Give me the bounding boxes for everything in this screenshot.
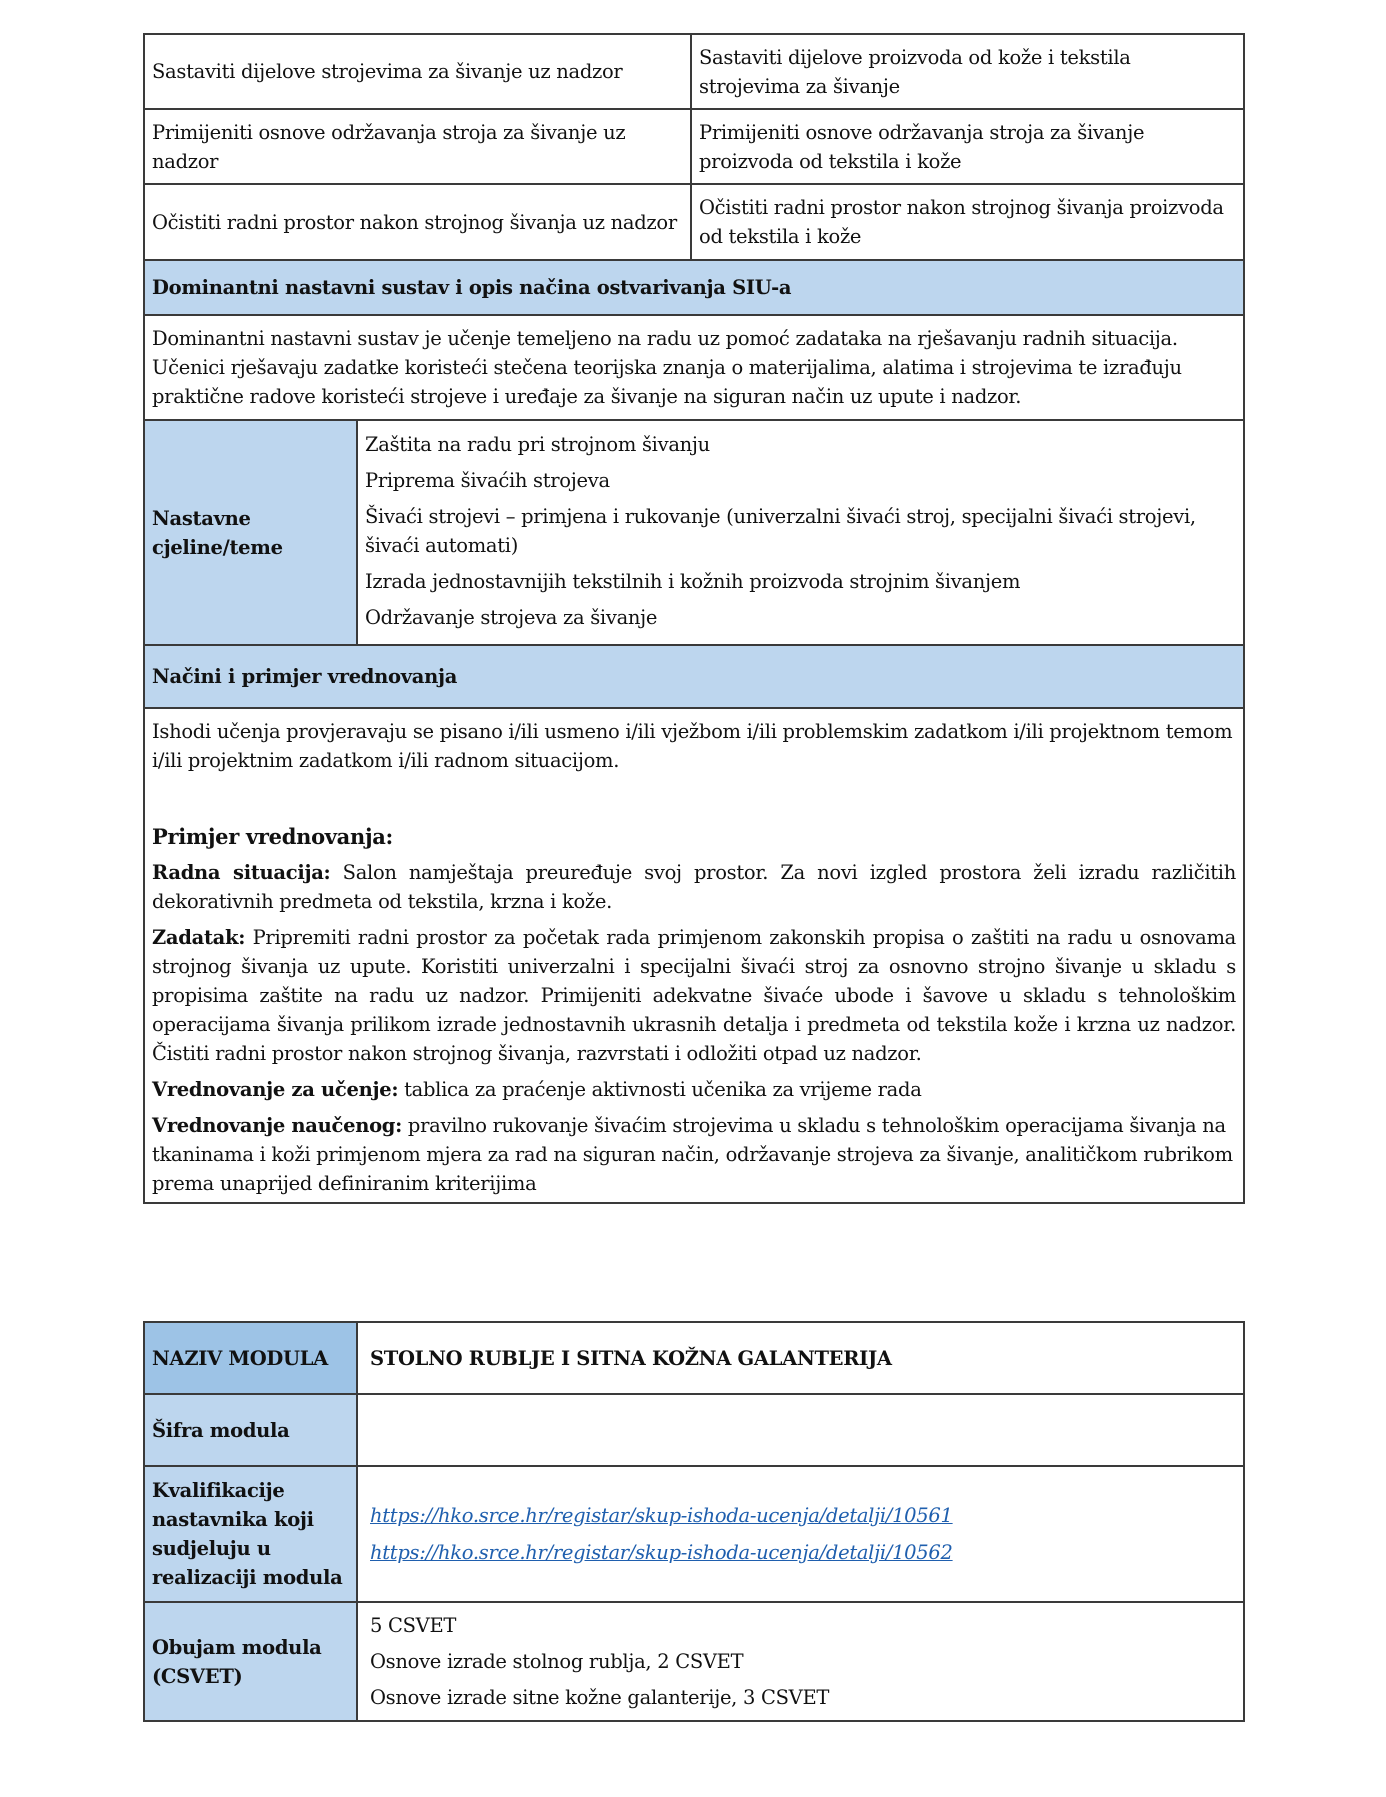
topic-item: Zaštita na radu pri strojnom šivanju: [365, 433, 710, 456]
topic-item: Priprema šivaćih strojeva: [365, 469, 610, 492]
formative-label: Vrednovanje za učenje:: [152, 1078, 399, 1101]
summative-evaluation: Vrednovanje naučenog: pravilno rukovanje šivaćim strojevima u skladu s tehnološkim operacijama šivanja na tkaninama i koži primjenom mjera za rad na siguran način, održavanje strojeva za šivanje, analitičkom rubrikom prema unaprijed definiranim kriterijima: [152, 1114, 1233, 1195]
module-code-label: Šifra modula: [144, 1394, 357, 1466]
volume-line: Osnove izrade stolnog rublja, 2 CSVET: [370, 1649, 744, 1673]
table-row: [144, 1466, 1244, 1602]
volume-line: 5 CSVET: [370, 1613, 457, 1637]
section-header-dominant: Dominantni nastavni sustav i opis načina ostvarivanja SIU-a: [144, 260, 1244, 315]
qualifications-links: [357, 1466, 1244, 1602]
qualification-link[interactable]: https://hko.srce.hr/registar/skup-ishoda-ucenja/detalji/10561: [370, 1504, 953, 1527]
qualification-link[interactable]: https://hko.srce.hr/registar/skup-ishoda-ucenja/detalji/10562: [370, 1541, 953, 1564]
outcome-cell: Očistiti radni prostor nakon strojnog šivanja uz nadzor: [144, 184, 691, 260]
outcome-cell: Sastaviti dijelove proizvoda od kože i tekstila strojevima za šivanje: [691, 34, 1244, 109]
work-situation-label: Radna situacija:: [152, 861, 331, 884]
table-row: [144, 34, 1244, 109]
topics-list: [357, 420, 1244, 645]
module-table: [143, 1321, 1245, 1722]
example-heading: Primjer vrednovanja:: [152, 824, 394, 849]
section-header-evaluation: Načini i primjer vrednovanja: [144, 645, 1244, 708]
table-row: [144, 109, 1244, 184]
topic-item: Šivaći strojevi – primjena i rukovanje (univerzalni šivaći stroj, specijalni šivaći strojevi, šivaći automati): [365, 505, 1196, 557]
module-name-value: STOLNO RUBLJE I SITNA KOŽNA GALANTERIJA: [357, 1322, 1244, 1394]
topics-label: Nastavne cjeline/teme: [144, 420, 357, 645]
outcome-cell: Sastaviti dijelove strojevima za šivanje uz nadzor: [144, 34, 691, 109]
volume-values: [357, 1602, 1244, 1721]
outcome-cell: Primijeniti osnove održavanja stroja za šivanje proizvoda od tekstila i kože: [691, 109, 1244, 184]
formative-evaluation: Vrednovanje za učenje: tablica za praćenje aktivnosti učenika za vrijeme rada: [152, 1078, 922, 1101]
outcomes-table: [143, 33, 1245, 1204]
module-code-value: [357, 1394, 1244, 1466]
table-row: [144, 1394, 1244, 1466]
dominant-description: Dominantni nastavni sustav je učenje temeljeno na radu uz pomoć zadataka na rješavanju radnih situacija. Učenici rješavaju zadatke koristeći stečena teorijska znanja o materijalima, alatima i strojevima te izrađuju praktične radove koristeći strojeve i uređaje za šivanje na siguran način uz upute i nadzor.: [144, 315, 1244, 420]
task-label: Zadatak:: [152, 926, 246, 949]
qualifications-label: Kvalifikacije nastavnika koji sudjeluju u realizaciji modula: [144, 1466, 357, 1602]
volume-label: Obujam modula (CSVET): [144, 1602, 357, 1721]
outcome-cell: Primijeniti osnove održavanja stroja za šivanje uz nadzor: [144, 109, 691, 184]
module-name-label: NAZIV MODULA: [144, 1322, 357, 1394]
table-row: [144, 1602, 1244, 1721]
task: Zadatak: Pripremiti radni prostor za početak rada primjenom zakonskih propisa o zaštiti na radu u osnovama strojnog šivanja uz upute. Koristiti univerzalni i specijalni šivaći stroj za osnovno strojno šivanje u skladu s propisima zaštite na radu uz nadzor. Primijeniti adekvatne šivaće ubode i šavove u skladu s tehnološkim operacijama šivanja prilikom izrade jednostavnih ukrasnih detalja i predmeta od tekstila kože i krzna uz nadzor. Čistiti radni prostor nakon strojnog šivanja, razvrstati i odložiti otpad uz nadzor.: [152, 926, 1236, 1065]
evaluation-content: [144, 708, 1244, 1203]
topic-item: Održavanje strojeva za šivanje: [365, 606, 658, 629]
summative-label: Vrednovanje naučenog:: [152, 1114, 403, 1137]
work-situation: Radna situacija: Salon namještaja preuređuje svoj prostor. Za novi izgled prostora želi izradu različitih dekorativnih predmeta od tekstila, krzna i kože.: [152, 861, 1236, 913]
outcome-cell: Očistiti radni prostor nakon strojnog šivanja proizvoda od tekstila i kože: [691, 184, 1244, 260]
table-row: [144, 1322, 1244, 1394]
table-row: [144, 184, 1244, 260]
volume-line: Osnove izrade sitne kožne galanterije, 3 CSVET: [370, 1685, 830, 1709]
topic-item: Izrada jednostavnijih tekstilnih i kožnih proizvoda strojnim šivanjem: [365, 570, 1021, 593]
evaluation-intro: Ishodi učenja provjeravaju se pisano i/ili usmeno i/ili vježbom i/ili problemskim zadatkom i/ili projektnom temom i/ili projektnim zadatkom i/ili radnom situacijom.: [152, 720, 1233, 772]
